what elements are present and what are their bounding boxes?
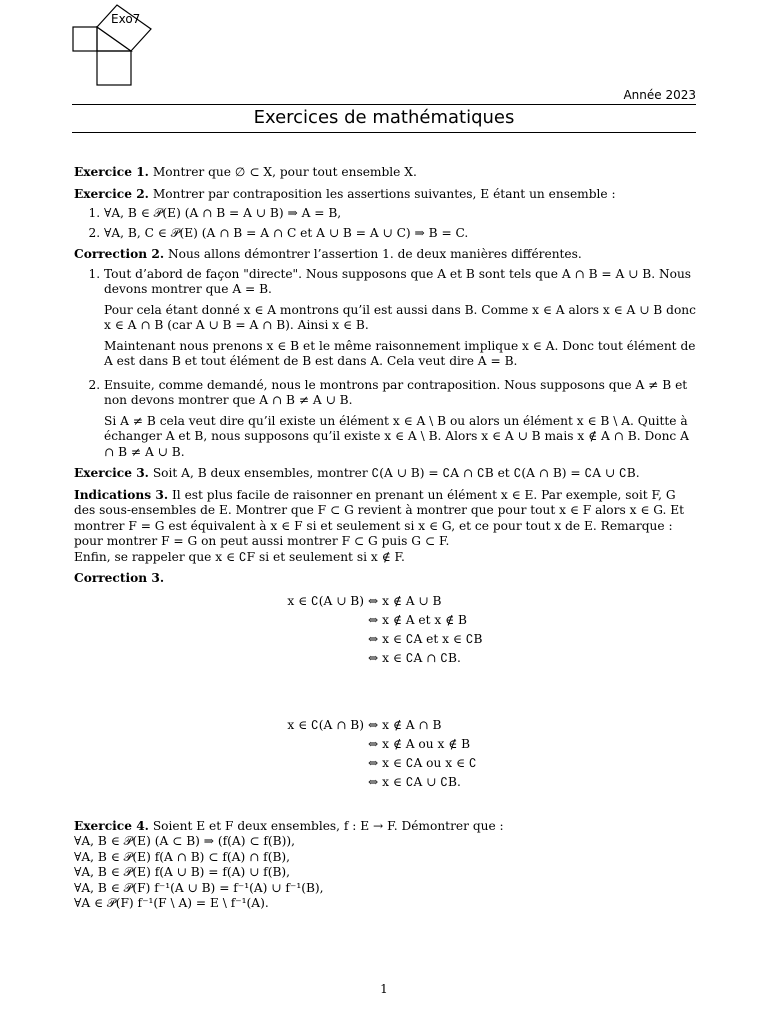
year-label: Année 2023 xyxy=(623,88,696,102)
equation-right: ⇔ x ∈ ∁A ∪ ∁B. xyxy=(368,775,461,790)
exercise-3 xyxy=(74,466,696,482)
indications-3 xyxy=(74,488,696,550)
correction-2 xyxy=(74,247,696,263)
logo-text: Exo7 xyxy=(111,12,141,26)
correction-2-item-1: 1. Tout d’abord de façon "directe". Nous supposons que A et B sont tels que A ∩ B = A ∪ B. Nous devons montrer que A = B. xyxy=(104,266,692,296)
exercise-2-list xyxy=(74,206,696,241)
list-item: ∀A, B ∈ 𝒫(E) (A ⊂ B) ⇒ (f(A) ⊂ f(B)), xyxy=(74,834,296,848)
list-item: ∀A, B ∈ 𝒫(E) f(A ∩ B) ⊂ f(A) ∩ f(B), xyxy=(74,849,291,864)
equation-right: ⇔ x ∉ A ∩ B xyxy=(368,718,442,733)
title-rule-top xyxy=(72,104,696,105)
exercise-2-label: Exercice 2. xyxy=(74,186,149,201)
indications-3-text-2: Enfin, se rappeler que x ∈ ∁F si et seulement si x ∉ F. xyxy=(74,549,405,564)
equation-row xyxy=(74,774,696,793)
equation-block-2 xyxy=(74,717,696,793)
title-rule-bottom xyxy=(72,132,696,133)
exercise-3-text: Soit A, B deux ensembles, montrer ∁(A ∪ B) = ∁A ∩ ∁B et ∁(A ∩ B) = ∁A ∪ ∁B. xyxy=(152,466,640,480)
equation-row xyxy=(74,612,696,631)
correction-2-list xyxy=(74,267,696,461)
exercise-3-label: Exercice 3. xyxy=(74,466,149,480)
equation-right: ⇔ x ∉ A et x ∉ B xyxy=(368,613,467,628)
equation-row xyxy=(74,631,696,650)
equation-right: ⇔ x ∉ A ∪ B xyxy=(368,594,442,609)
equation-left: x ∈ ∁(A ∩ B) xyxy=(287,718,364,733)
exercise-2 xyxy=(74,187,696,203)
correction-2-label: Correction 2. xyxy=(74,247,165,261)
equation-row xyxy=(74,717,696,736)
correction-2-item-2: 2. Ensuite, comme demandé, nous le montrons par contraposition. Nous supposons que A ≠ B et non devons montrer que A ∩ B ≠ A ∪ B. xyxy=(104,377,688,407)
page-number: 1 xyxy=(380,982,388,996)
list-item: 2. ∀A, B, C ∈ 𝒫(E) (A ∩ B = A ∩ C et A ∪ B = A ∪ C) ⇒ B = C. xyxy=(104,226,696,242)
correction-2-text: Nous allons démontrer l’assertion 1. de deux manières différentes. xyxy=(167,247,582,261)
list-item xyxy=(104,267,696,370)
document-body xyxy=(74,165,696,912)
list-item: ∀A, B ∈ 𝒫(E) f(A ∪ B) = f(A) ∪ f(B), xyxy=(74,865,291,879)
equation-row xyxy=(74,736,696,755)
exercise-4 xyxy=(74,819,696,835)
spacer xyxy=(74,793,696,819)
exercise-4-text: Soient E et F deux ensembles, f : E → F. Démontrer que : xyxy=(152,818,504,833)
correction-3 xyxy=(74,571,696,587)
exercise-2-text: Montrer par contraposition les assertions suivantes, E étant un ensemble : xyxy=(152,186,616,201)
equation-block-1 xyxy=(74,593,696,669)
list-item xyxy=(104,378,696,461)
equation-left: x ∈ ∁(A ∪ B) xyxy=(287,594,364,609)
indications-3-label: Indications 3. xyxy=(74,487,169,502)
list-item: ∀A, B ∈ 𝒫(F) f⁻¹(A ∪ B) = f⁻¹(A) ∪ f⁻¹(B), xyxy=(74,880,324,895)
equation-row xyxy=(74,650,696,669)
equation-right: ⇔ x ∉ A ou x ∉ B xyxy=(368,737,471,752)
exercise-1-text: Montrer que ∅ ⊂ X, pour tout ensemble X. xyxy=(152,165,417,179)
equation-row xyxy=(74,593,696,612)
correction-2-item-1-p2: Pour cela étant donné x ∈ A montrons qu’il est aussi dans B. Comme x ∈ A alors x ∈ A ∪ B donc x ∈ A ∩ B (car A ∪ B = A ∩ B). Ainsi x ∈ B. xyxy=(104,302,696,332)
equation-row xyxy=(74,755,696,774)
correction-2-item-2-p2: Si A ≠ B cela veut dire qu’il existe un élément x ∈ A \ B ou alors un élément x ∈ B \ A. Quitte à échanger A et B, nous supposons qu’il existe x ∈ A \ B. Alors x ∈ A ∪ B mais x ∉ A ∩ B. Donc A ∩ B ≠ A ∪ B. xyxy=(104,413,689,459)
page-title: Exercices de mathématiques xyxy=(253,107,515,128)
exercise-4-lines xyxy=(74,834,696,912)
spacer xyxy=(74,669,696,711)
correction-2-item-1-p3: Maintenant nous prenons x ∈ B et le même raisonnement implique x ∈ A. Donc tout élément de A est dans B et tout élément de B est dans A. Cela veut dire A = B. xyxy=(104,338,696,368)
list-item: ∀A ∈ 𝒫(F) f⁻¹(F \ A) = E \ f⁻¹(A). xyxy=(74,896,269,910)
equation-right: ⇔ x ∈ ∁A ou x ∈ ∁ xyxy=(368,756,477,771)
list-item: 1. ∀A, B ∈ 𝒫(E) (A ∩ B = A ∪ B) ⇒ A = B, xyxy=(104,206,696,222)
equation-right: ⇔ x ∈ ∁A ∩ ∁B. xyxy=(368,651,461,666)
exercise-4-label: Exercice 4. xyxy=(74,818,149,833)
exercise-1 xyxy=(74,165,696,181)
equation-right: ⇔ x ∈ ∁A et x ∈ ∁B xyxy=(368,632,483,647)
exercise-1-label: Exercice 1. xyxy=(74,165,149,179)
correction-3-label: Correction 3. xyxy=(74,571,165,585)
indications-3-text: Il est plus facile de raisonner en prenant un élément x ∈ E. Par exemple, soit F, G des sous-ensembles de E. Montrer que F ⊂ G revient à montrer que pour tout x ∈ F alors x ∈ G. Et montrer F = G est équivalent à x ∈ F si et seulement si x ∈ G, et ce pour tout x de E. Remarque : pour montrer F = G on peut aussi montrer F ⊂ G puis G ⊂ F. xyxy=(74,487,685,548)
